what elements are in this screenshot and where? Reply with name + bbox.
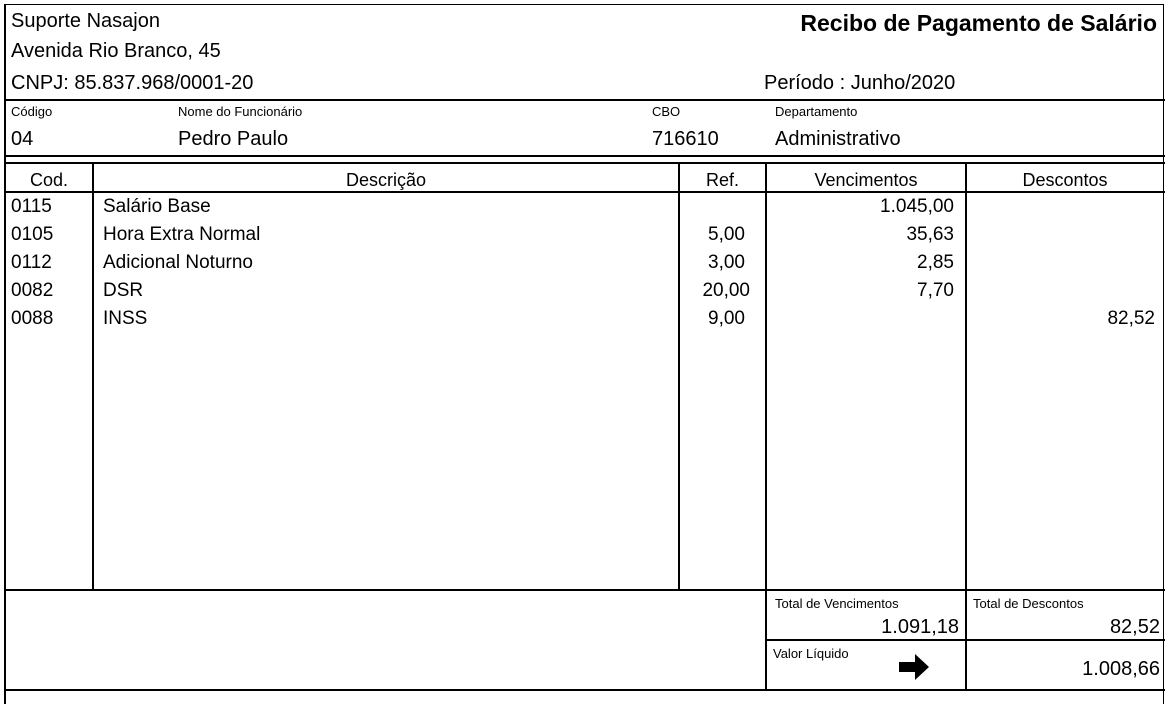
row-cod: 0088	[11, 308, 54, 329]
row-cod: 0082	[11, 280, 54, 301]
employee-code: 04	[11, 128, 34, 150]
period: Período : Junho/2020	[764, 72, 956, 94]
row-venc: 1.045,00	[880, 196, 954, 217]
totals-bottom-border	[4, 689, 1165, 691]
dept-label: Departamento	[775, 104, 858, 119]
company-address: Avenida Rio Branco, 45	[11, 40, 221, 62]
liquido-label: Valor Líquido	[773, 646, 849, 661]
row-ref: 9,00	[708, 308, 745, 329]
table-top-border	[4, 162, 1165, 164]
total-venc-value: 1.091,18	[881, 616, 959, 638]
employee-divider	[4, 155, 1165, 157]
row-cod: 0105	[11, 224, 54, 245]
arrow-right-icon	[899, 654, 929, 680]
totals-mid-border	[765, 639, 1165, 641]
row-desc: Adicional Noturno	[103, 252, 253, 273]
table-row	[0, 305, 1169, 333]
code-label: Código	[11, 104, 53, 119]
table-row	[0, 277, 1169, 305]
row-cod: 0112	[11, 252, 52, 273]
employee-name: Pedro Paulo	[178, 128, 289, 150]
row-desc: DSR	[103, 280, 144, 301]
document-title: Recibo de Pagamento de Salário	[800, 10, 1157, 36]
row-venc: 2,85	[917, 252, 954, 273]
liquido-value: 1.008,66	[1082, 658, 1160, 680]
row-desc: Salário Base	[103, 196, 211, 217]
row-venc: 7,70	[917, 280, 954, 301]
header-divider	[4, 99, 1165, 101]
total-venc-label: Total de Vencimentos	[775, 596, 899, 611]
row-desc: INSS	[103, 308, 148, 329]
table-row	[0, 249, 1169, 277]
row-cod: 0115	[11, 196, 52, 217]
company-cnpj: CNPJ: 85.837.968/0001-20	[11, 72, 254, 94]
totals-top-border	[4, 589, 1165, 591]
name-label: Nome do Funcionário	[178, 104, 303, 119]
row-ref: 20,00	[702, 280, 750, 301]
header-cod: Cod.	[29, 170, 69, 190]
header-ref: Ref.	[705, 170, 739, 190]
row-venc: 35,63	[906, 224, 954, 245]
row-desc: Hora Extra Normal	[103, 224, 261, 245]
cbo-label: CBO	[652, 104, 681, 119]
header-descontos: Descontos	[1022, 170, 1108, 190]
header-descricao: Descrição	[345, 170, 427, 190]
total-desc-label: Total de Descontos	[973, 596, 1084, 611]
row-ref: 3,00	[708, 252, 745, 273]
row-descontos: 82,52	[1107, 308, 1155, 329]
employee-dept: Administrativo	[775, 128, 901, 150]
total-desc-value: 82,52	[1109, 616, 1160, 638]
employee-cbo: 716610	[652, 128, 719, 150]
row-ref: 5,00	[708, 224, 745, 245]
table-row	[0, 193, 1169, 221]
header-vencimentos: Vencimentos	[814, 170, 918, 190]
table-row	[0, 221, 1169, 249]
company-name: Suporte Nasajon	[11, 10, 160, 32]
